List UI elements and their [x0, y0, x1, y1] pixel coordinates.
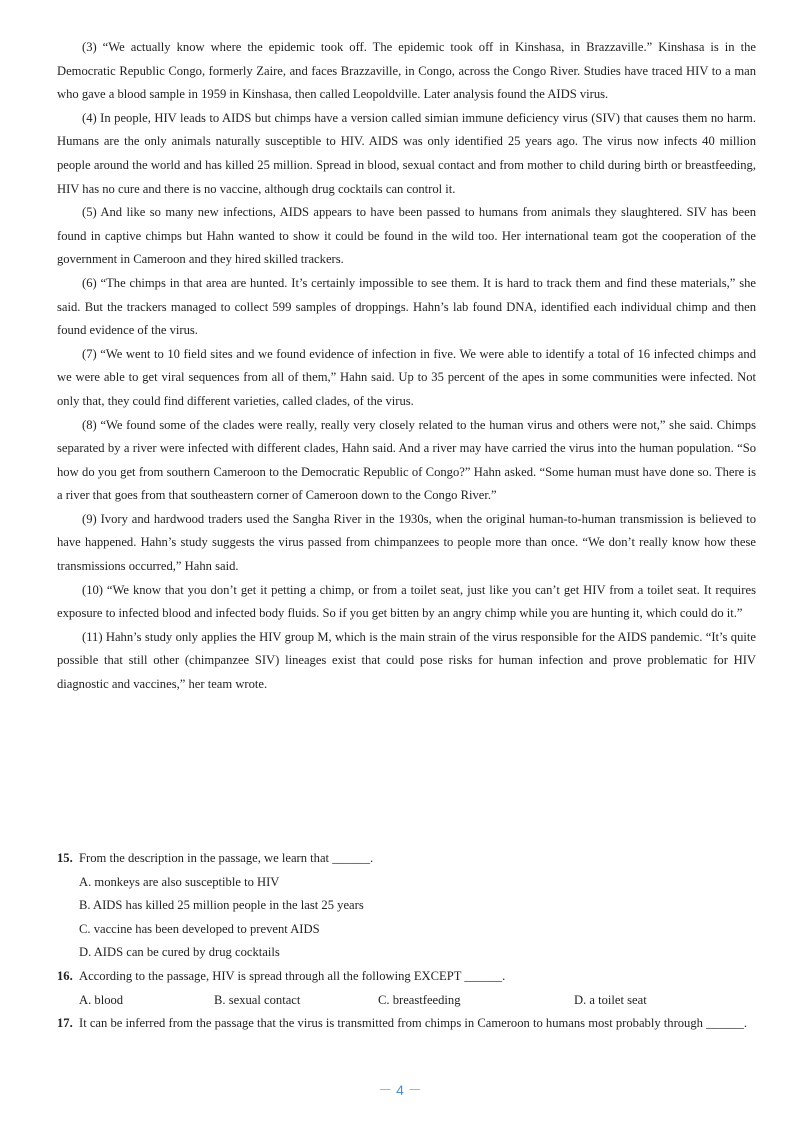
- paragraph-3: (3) “We actually know where the epidemic took off. The epidemic took off in Kinshasa, in Brazzaville.” Kinshasa is in the Democratic Republic Congo, formerly Zaire, and faces Brazzaville, in Congo, across the Congo River. Studies have traced HIV to a man who gave a blood sample in 1959 in Kinshasa, then called Leopoldville. Later analysis found the AIDS virus.: [57, 40, 756, 102]
- question-number: 17.: [57, 1016, 73, 1031]
- question-16: [57, 965, 756, 1012]
- paragraph-7: (7) “We went to 10 field sites and we found evidence of infection in five. We were able to identify a total of 16 infected chimps and we were able to get viral sequences from all of them,” Hahn said. Up to 35 percent of the apes in some communities were infected. Not only that, they could find different varieties, called clades, of the virus.: [57, 346, 756, 408]
- question-section: [57, 847, 756, 1036]
- option-c: C. vaccine has been developed to prevent AIDS: [79, 921, 320, 936]
- paragraph-10: (10) “We know that you don’t get it petting a chimp, or from a toilet seat, just like you can’t get HIV from a toilet seat. It requires exposure to infected blood and infected body fluids. So if you get bitten by an angry chimp while you are hunting it, which could do it.”: [57, 582, 756, 621]
- paragraph-11: (11) Hahn’s study only applies the HIV group M, which is the main strain of the virus responsible for the AIDS pandemic. “It’s quite possible that still other (chimpanzee SIV) lineages exist that could pose risks for human infection and prove problematic for HIV diagnostic and vaccines,” her team wrote.: [57, 629, 756, 692]
- page-number: － 4 －: [378, 1082, 422, 1098]
- paragraph-4: (4) In people, HIV leads to AIDS but chimps have a version called simian immune deficiency virus (SIV) that causes them no harm. Humans are the only animals naturally susceptible to HIV. AIDS was only identified 25 years ago. The virus now infects 40 million people around the world and has killed 25 million. Spread in blood, sexual contact and from mother to child during birth or breastfeeding, HIV has no cure and there is no vaccine, although drug cocktails can control it.: [57, 110, 756, 196]
- option-a: A. blood: [79, 992, 124, 1007]
- option-c: C. breastfeeding: [378, 992, 461, 1007]
- question-17: [57, 1012, 756, 1036]
- option-d: D. a toilet seat: [574, 992, 647, 1007]
- paragraph-9: (9) Ivory and hardwood traders used the Sangha River in the 1930s, when the original human-to-human transmission is believed to have happened. Hahn’s study suggests the virus passed from chimpanzees to people more than once. “We don’t really know how these transmissions occurred,” Hahn said.: [57, 511, 756, 574]
- option-d: D. AIDS can be cured by drug cocktails: [79, 945, 280, 960]
- option-a: A. monkeys are also susceptible to HIV: [79, 874, 280, 889]
- reading-passage: [57, 36, 756, 697]
- question-stem: From the description in the passage, we learn that ______.: [79, 851, 374, 865]
- question-stem: It can be inferred from the passage that the virus is transmitted from chimps in Cameroon to humans most probably through ______.: [79, 1016, 748, 1031]
- option-b: B. AIDS has killed 25 million people in the last 25 years: [79, 898, 364, 913]
- paragraph-6: (6) “The chimps in that area are hunted. It’s certainly impossible to see them. It is hard to track them and find these materials,” she said. But the trackers managed to collect 599 samples of droppings. Hahn’s lab found DNA, identified each individual chimp and then found evidence of the virus.: [57, 275, 756, 338]
- question-stem: According to the passage, HIV is spread through all the following EXCEPT ______.: [79, 968, 506, 983]
- paragraph-5: (5) And like so many new infections, AIDS appears to have been passed to humans from animals they slaughtered. SIV has been found in captive chimps but Hahn wanted to show it could be found in the wild too. Her international team got the cooperation of the government in Cameroon and they hired skilled trackers.: [57, 205, 756, 267]
- question-number: 15.: [57, 851, 73, 865]
- question-15: [57, 847, 756, 965]
- paragraph-8: (8) “We found some of the clades were really, really very closely related to the human virus and others were not,” she said. Chimps separated by a river were infected with different clades, Hahn said. And a river may have carried the virus into the human population. “So how do you get from southern Cameroon to the Democratic Republic of Congo?” Hahn asked. “Some human must have done so. There is a river that goes from that southeastern corner of Cameroon down to the Congo River.”: [57, 417, 756, 503]
- question-number: 16.: [57, 968, 73, 983]
- option-b: B. sexual contact: [214, 992, 301, 1007]
- options-row: [57, 989, 756, 1013]
